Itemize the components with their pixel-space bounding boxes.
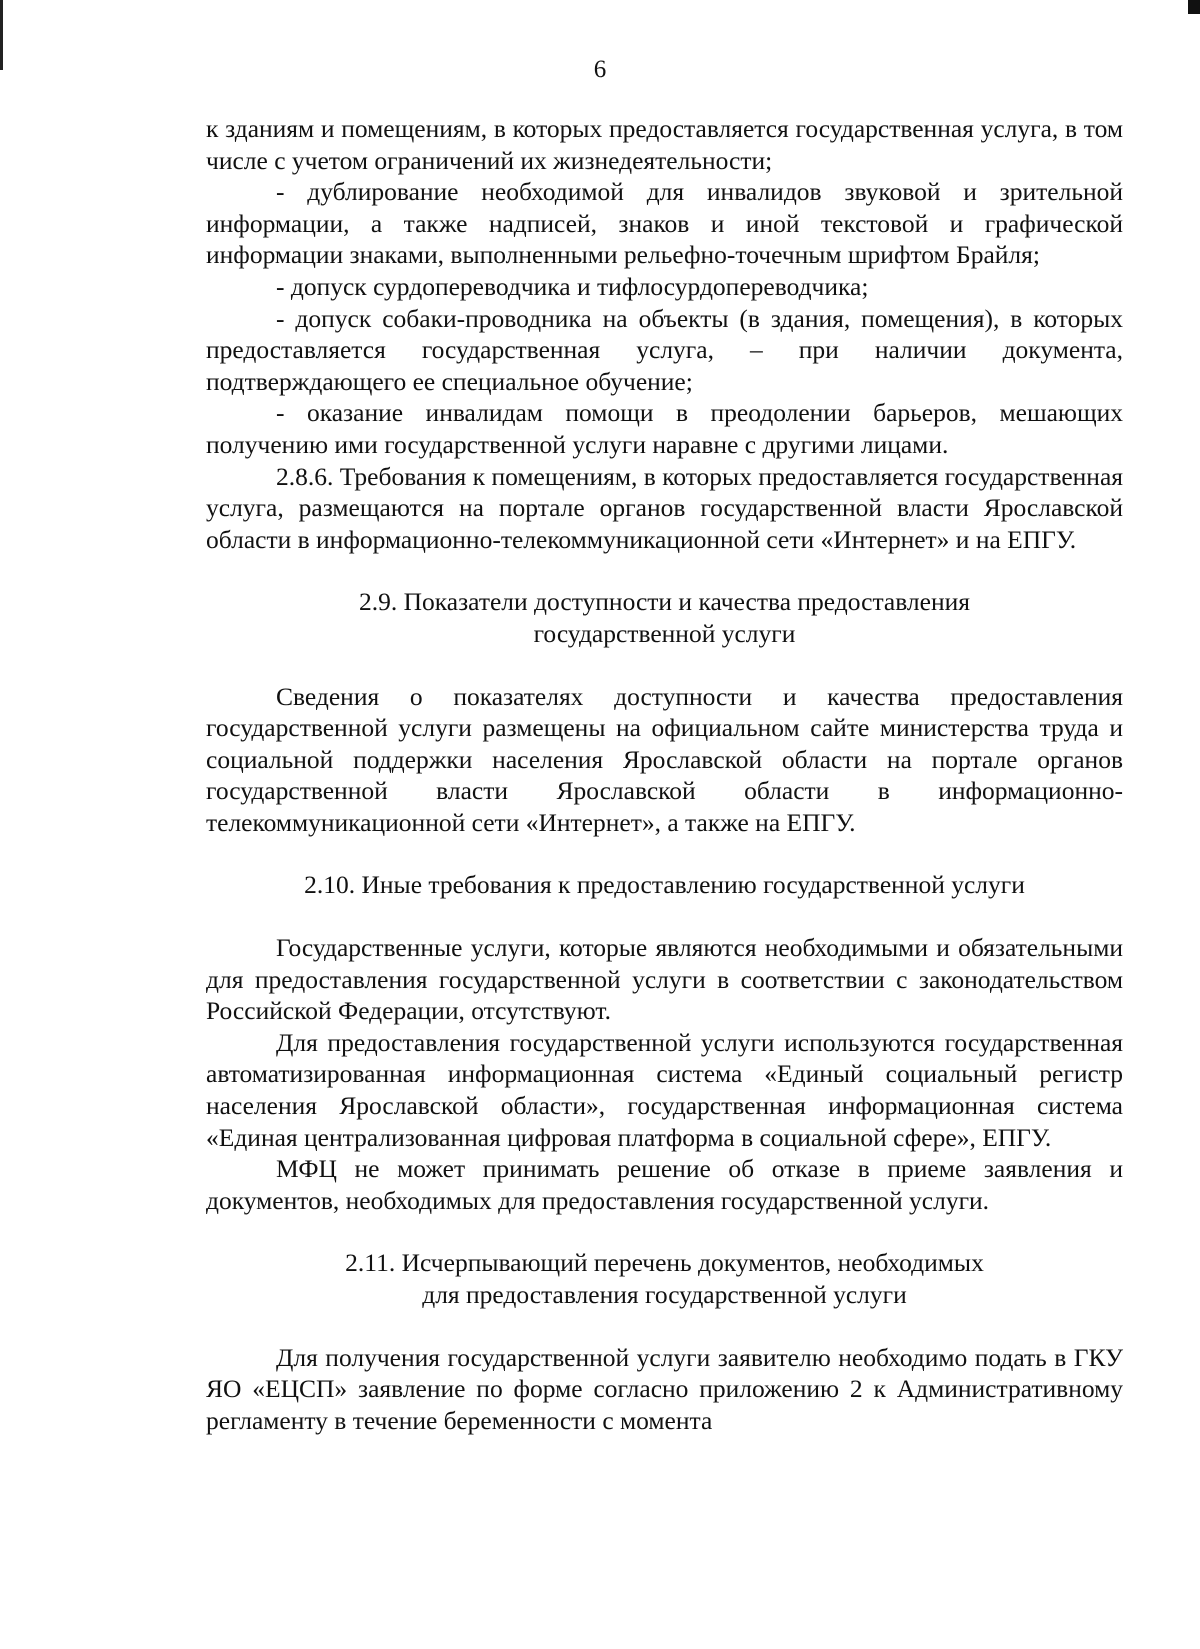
paragraph-continuation: к зданиям и помещениям, в которых предоставляется государственная услуга, в том числе с учетом ограничений их жизнедеятельности; [206, 114, 1123, 175]
section-heading-2-11-line2: для предоставления государственной услуги [422, 1280, 907, 1309]
paragraph-2-10-systems: Для предоставления государственной услуги используются государственная автоматизированная информационная система «Единый социальный регистр населения Ярославской области», государственная информационная система «Единая централизованная цифровая платформа в социальной сфере», ЕПГУ. [206, 1027, 1123, 1152]
list-item-guide-dog: - допуск собаки-проводника на объекты (в здания, помещения), в которых предоставляется государственная услуга, – при наличии документа, подтверждающего ее специальное обучение; [206, 303, 1123, 396]
paragraph-2-9: Сведения о показателях доступности и качества предоставления государственной услуги размещены на официальном сайте министерства труда и социальной поддержки населения Ярославской области на портале органов государственной власти Ярославской области в информационно-телекоммуникационной сети «Интернет», а также на ЕПГУ. [206, 681, 1123, 837]
document-body [206, 113, 1123, 1436]
section-heading-2-11-line1: 2.11. Исчерпывающий перечень документов, необходимых [345, 1248, 984, 1278]
paragraph-2-8-6: 2.8.6. Требования к помещениям, в которых предоставляется государственная услуга, размещаются на портале органов государственной власти Ярославской области в информационно-телекоммуникационной сети «Интернет» и на ЕПГУ. [206, 461, 1123, 554]
list-item-interpreter: - допуск сурдопереводчика и тифлосурдопереводчика; [276, 271, 869, 301]
list-item-braille: - дублирование необходимой для инвалидов звуковой и зрительной информации, а также надписей, знаков и иной текстовой и графической информации знаками, выполненными рельефно-точечным шрифтом Брайля; [206, 177, 1123, 270]
paragraph-2-10-mfc: МФЦ не может принимать решение об отказе в приеме заявления и документов, необходимых для предоставления государственной услуги. [206, 1154, 1123, 1215]
scan-edge-mark-right [1188, 0, 1200, 14]
paragraph-2-11: Для получения государственной услуги заявителю необходимо подать в ГКУ ЯО «ЕЦСП» заявление по форме согласно приложению 2 к Административному регламенту в течение беременности с момента [206, 1342, 1123, 1435]
section-heading-2-9-line2: государственной услуги [533, 618, 796, 648]
section-heading-2-9-line1: 2.9. Показатели доступности и качества предоставления [358, 587, 970, 617]
section-heading-2-9 [206, 586, 1123, 649]
list-item-assistance: - оказание инвалидам помощи в преодолении барьеров, мешающих получению ими государственной услуги наравне с другими лицами. [206, 398, 1123, 459]
section-heading-2-10: 2.10. Иные требования к предоставлению государственной услуги [304, 870, 1025, 900]
page-number: 6 [593, 56, 607, 83]
paragraph-2-10-services: Государственные услуги, которые являются необходимыми и обязательными для предоставления государственной услуги в соответствии с законодательством Российской Федерации, отсутствуют. [206, 933, 1123, 1026]
section-heading-2-11 [206, 1247, 1123, 1310]
